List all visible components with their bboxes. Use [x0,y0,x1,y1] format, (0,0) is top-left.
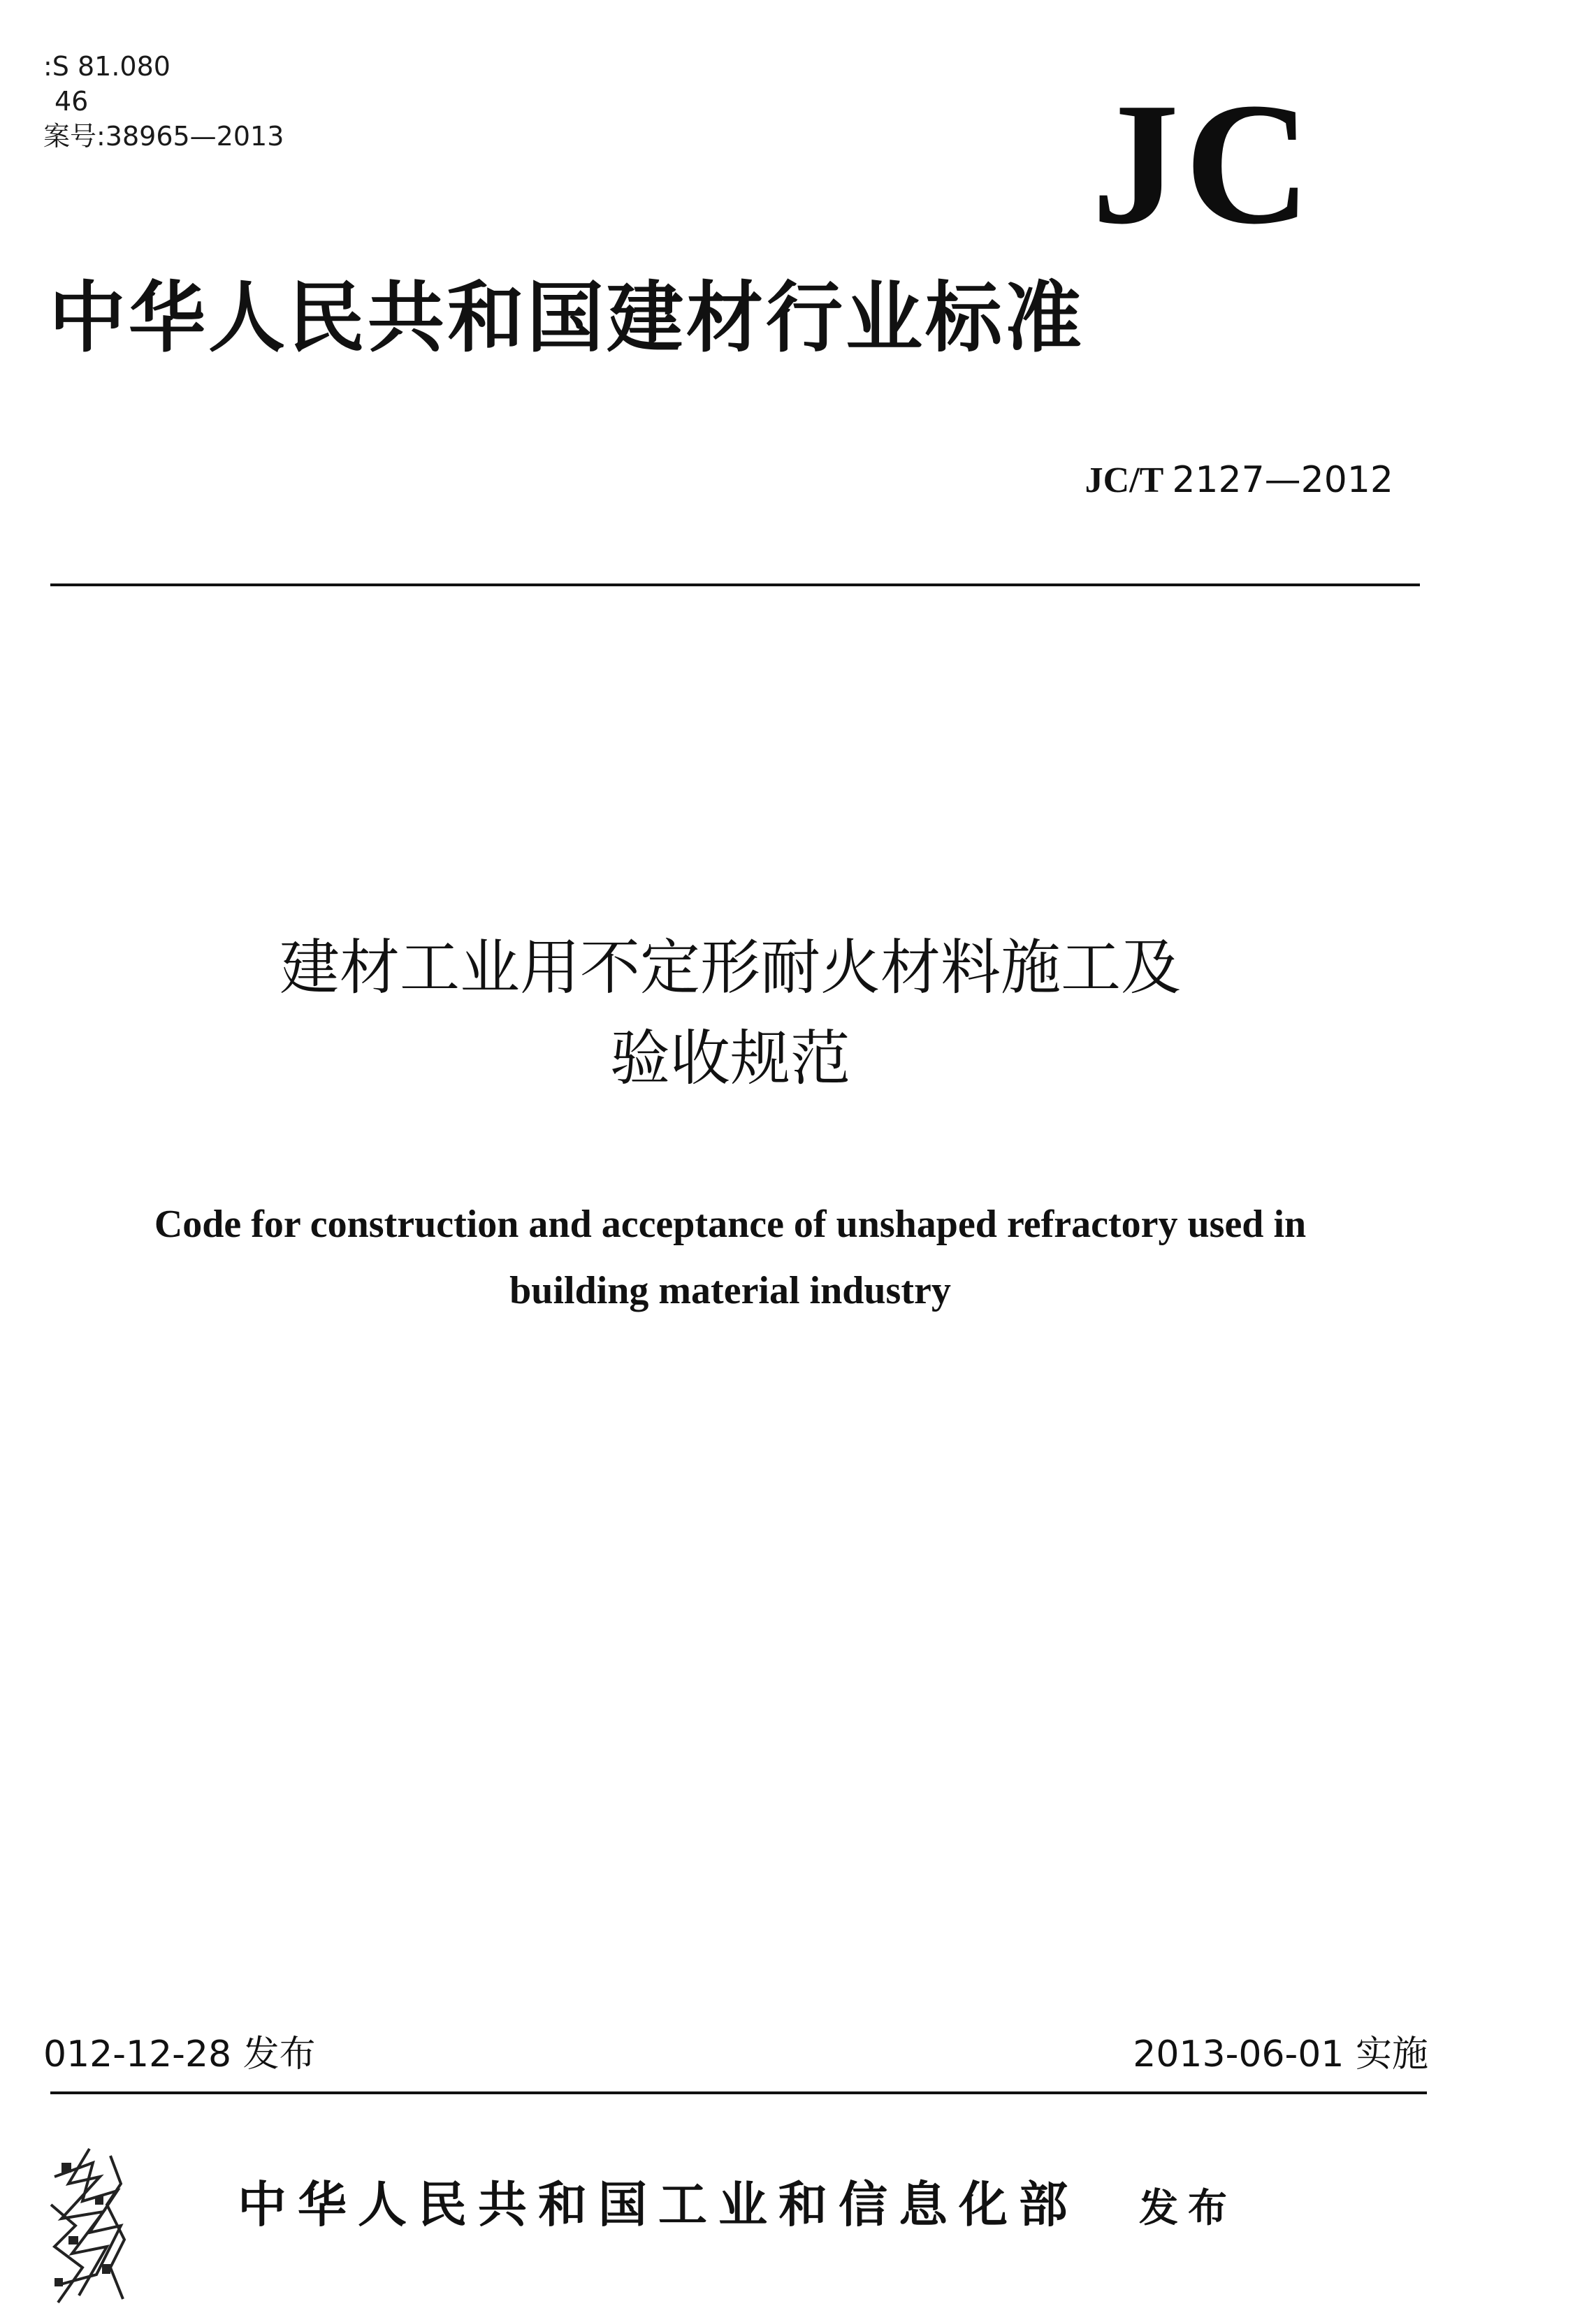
classification-code: 46 [55,86,89,117]
issuing-verb: 发布 [1139,2185,1237,2231]
jc-logo: JC [1091,67,1316,261]
filing-number: 案号:38965—2013 [43,121,284,152]
title-chinese-line-2: 验收规范 [610,1024,850,1094]
standard-number [1085,458,1393,503]
title-chinese-line-1: 建材工业用不定形耐火材料施工及 [280,933,1181,1003]
issuing-authority: 中华人民共和国工业和信息化部 [238,2175,1079,2233]
standard-prefix: JC/T [1084,461,1164,500]
emblem-icon [41,2135,131,2306]
standard-code: 2127—2012 [1172,459,1393,501]
implementation-date: 2013-06-01 实施 [1133,2033,1428,2075]
top-divider [50,583,1420,586]
bottom-divider [50,2091,1427,2094]
standard-heading: 中华人民共和国建材行业标准 [49,273,1084,363]
title-english-line-1: Code for construction and acceptance of unshaped refractory used in [154,1203,1307,1246]
issue-date: 012-12-28 发布 [43,2033,316,2075]
title-english [0,1191,1460,1324]
title-chinese [0,922,1460,1104]
ics-code: :S 81.080 [43,51,171,82]
title-english-line-2: building material industry [509,1269,951,1312]
